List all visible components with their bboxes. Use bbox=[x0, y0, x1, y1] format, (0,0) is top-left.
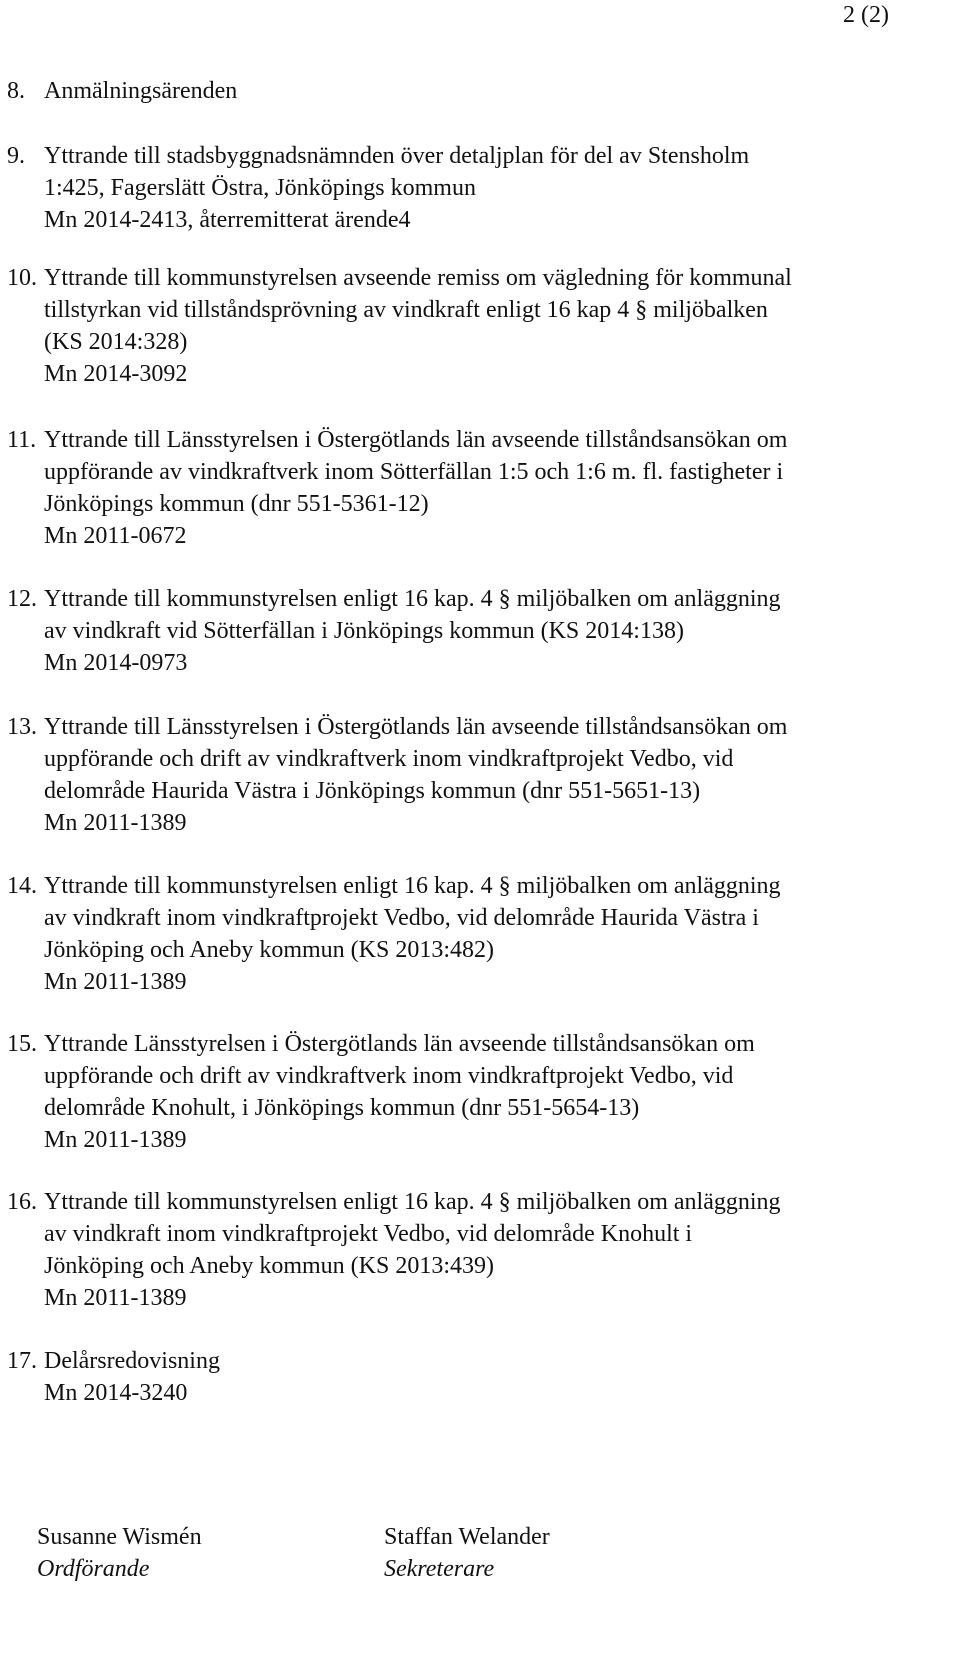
item-line: Yttrande till kommunstyrelsen avseende remiss om vägledning för kommunal bbox=[44, 265, 792, 291]
item-text bbox=[44, 140, 944, 236]
signer-title: Ordförande bbox=[37, 1556, 150, 1582]
item-line: Mn 2011-0672 bbox=[44, 523, 187, 549]
item-line: Jönköping och Aneby kommun (KS 2013:482) bbox=[44, 937, 494, 963]
item-number: 13. bbox=[7, 714, 37, 740]
item-line: Mn 2014-3092 bbox=[44, 361, 188, 387]
item-text bbox=[44, 262, 944, 390]
item-number: 11. bbox=[7, 427, 37, 453]
signer-secretary bbox=[384, 1521, 550, 1585]
item-line: Yttrande till kommunstyrelsen enligt 16 kap. 4 § miljöbalken om anläggning bbox=[44, 586, 781, 612]
item-number: 9. bbox=[7, 143, 25, 169]
item-line: Yttrande till Länsstyrelsen i Östergötlands län avseende tillståndsansökan om bbox=[44, 427, 788, 453]
item-line: delområde Haurida Västra i Jönköpings kommun (dnr 551-5651-13) bbox=[44, 778, 701, 804]
signer-title: Sekreterare bbox=[384, 1556, 495, 1582]
item-number: 12. bbox=[7, 586, 37, 612]
item-line: uppförande av vindkraftverk inom Sötterfällan 1:5 och 1:6 m. fl. fastigheter i bbox=[44, 459, 784, 485]
item-text bbox=[44, 711, 944, 839]
item-number: 8. bbox=[7, 78, 25, 104]
item-line: delområde Knohult, i Jönköpings kommun (dnr 551-5654-13) bbox=[44, 1095, 640, 1121]
item-text bbox=[44, 75, 944, 107]
item-line: uppförande och drift av vindkraftverk inom vindkraftprojekt Vedbo, vid bbox=[44, 746, 734, 772]
item-line: Mn 2014-0973 bbox=[44, 650, 188, 676]
page-number: 2 (2) bbox=[843, 2, 889, 28]
item-line: Yttrande till kommunstyrelsen enligt 16 kap. 4 § miljöbalken om anläggning bbox=[44, 1189, 781, 1215]
item-line: Mn 2011-1389 bbox=[44, 810, 187, 836]
item-number: 15. bbox=[7, 1031, 37, 1057]
signer-name: Susanne Wismén bbox=[37, 1524, 202, 1550]
item-number: 17. bbox=[7, 1348, 37, 1374]
item-line: av vindkraft inom vindkraftprojekt Vedbo, vid delområde Haurida Västra i bbox=[44, 905, 759, 931]
item-line: Delårsredovisning bbox=[44, 1348, 220, 1374]
item-line: Jönköping och Aneby kommun (KS 2013:439) bbox=[44, 1253, 494, 1279]
item-line: Mn 2014-3240 bbox=[44, 1380, 188, 1406]
item-line: Mn 2014-2413, återremitterat ärende4 bbox=[44, 207, 411, 233]
item-number: 10. bbox=[7, 265, 37, 291]
item-line: Jönköpings kommun (dnr 551-5361-12) bbox=[44, 491, 429, 517]
item-text bbox=[44, 1028, 944, 1156]
item-text bbox=[44, 1345, 944, 1409]
item-text bbox=[44, 1186, 944, 1314]
item-number: 14. bbox=[7, 873, 37, 899]
item-line: 1:425, Fagerslätt Östra, Jönköpings kommun bbox=[44, 175, 476, 201]
item-line: Anmälningsärenden bbox=[44, 78, 238, 104]
item-line: Yttrande Länsstyrelsen i Östergötlands län avseende tillståndsansökan om bbox=[44, 1031, 755, 1057]
item-line: Mn 2011-1389 bbox=[44, 1285, 187, 1311]
item-line: Yttrande till kommunstyrelsen enligt 16 kap. 4 § miljöbalken om anläggning bbox=[44, 873, 781, 899]
item-text bbox=[44, 424, 944, 552]
item-number: 16. bbox=[7, 1189, 37, 1215]
item-line: av vindkraft vid Sötterfällan i Jönköpings kommun (KS 2014:138) bbox=[44, 618, 684, 644]
signer-chair bbox=[37, 1521, 202, 1585]
item-line: Yttrande till Länsstyrelsen i Östergötlands län avseende tillståndsansökan om bbox=[44, 714, 788, 740]
signer-name: Staffan Welander bbox=[384, 1524, 550, 1550]
item-line: uppförande och drift av vindkraftverk inom vindkraftprojekt Vedbo, vid bbox=[44, 1063, 734, 1089]
item-text bbox=[44, 583, 944, 679]
item-line: (KS 2014:328) bbox=[44, 329, 188, 355]
item-line: Mn 2011-1389 bbox=[44, 969, 187, 995]
item-line: tillstyrkan vid tillståndsprövning av vindkraft enligt 16 kap 4 § miljöbalken bbox=[44, 297, 768, 323]
item-line: av vindkraft inom vindkraftprojekt Vedbo, vid delområde Knohult i bbox=[44, 1221, 693, 1247]
item-text bbox=[44, 870, 944, 998]
item-line: Yttrande till stadsbyggnadsnämnden över detaljplan för del av Stensholm bbox=[44, 143, 750, 169]
item-line: Mn 2011-1389 bbox=[44, 1127, 187, 1153]
